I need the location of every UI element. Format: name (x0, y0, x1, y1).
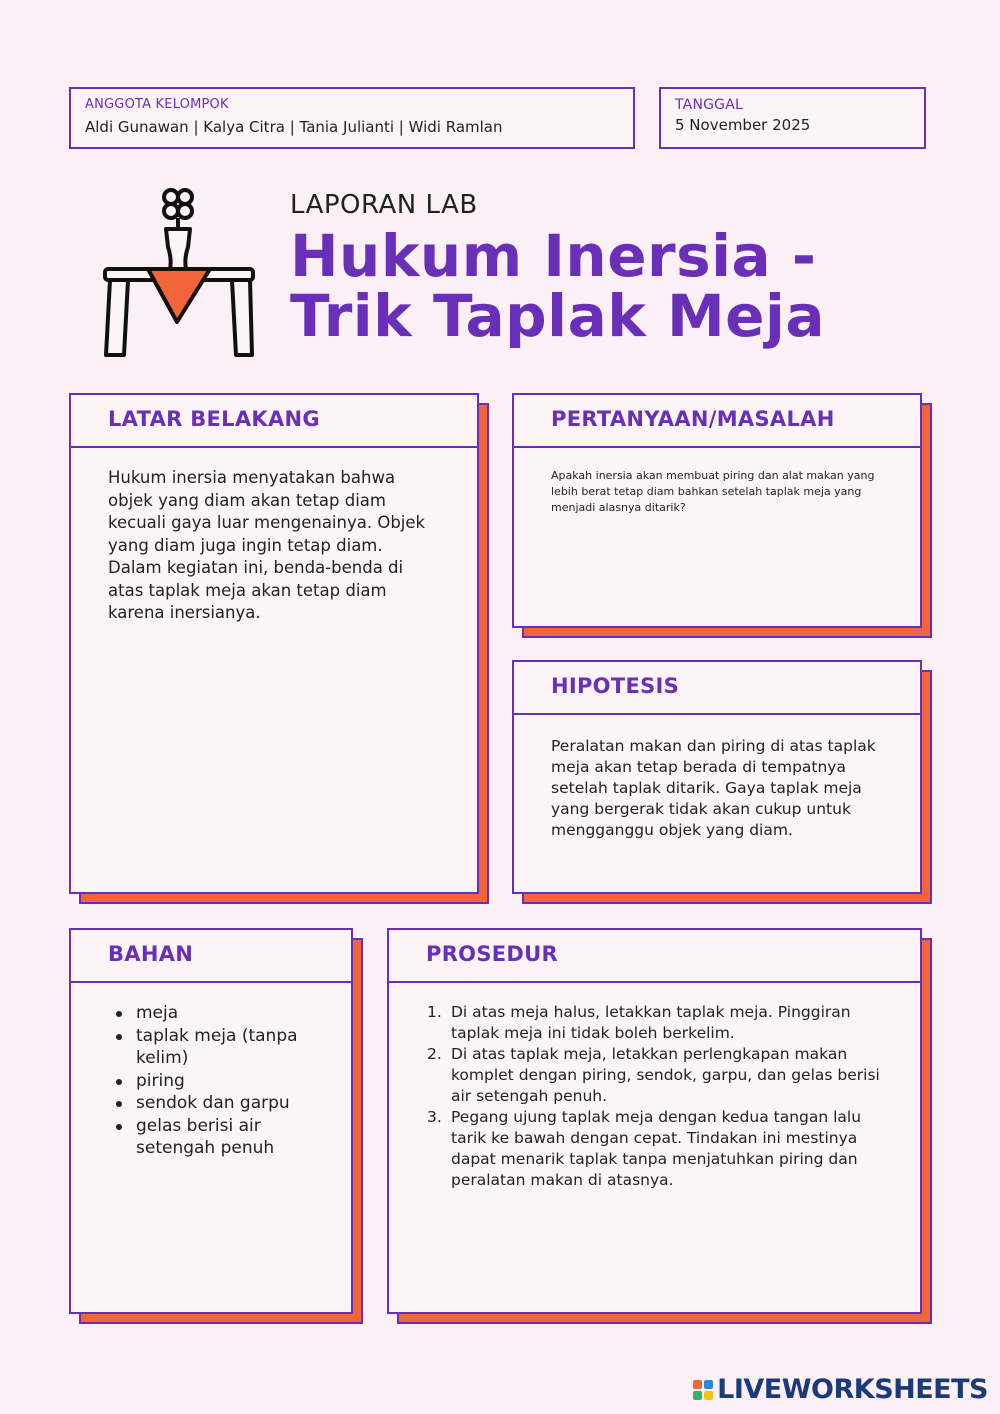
background-title: LATAR BELAKANG (108, 407, 320, 431)
background-text[interactable]: Hukum inersia menyatakan bahwa objek yang diam akan tetap diam kecuali gaya luar mengenainya. Objek yang diam juga ingin tetap diam. Dalam kegiatan ini, benda-benda di atas taplak meja akan tetap diam karena inersianya. (108, 468, 426, 622)
question-text[interactable]: Apakah inersia akan membuat piring dan alat makan yang lebih berat tetap diam bahkan setelah taplak meja yang menjadi alasnya ditarik? (551, 469, 875, 514)
materials-item[interactable]: sendok dan garpu (108, 1092, 323, 1115)
hypothesis-card-face (512, 660, 922, 894)
procedure-step-number: 2. (427, 1045, 442, 1063)
report-kicker: LAPORAN LAB (290, 190, 478, 220)
table-with-tablecloth-and-vase-icon (100, 185, 260, 360)
report-title (290, 222, 826, 350)
materials-item[interactable]: piring (108, 1070, 323, 1093)
materials-card (69, 928, 353, 1314)
liveworksheets-logo-icon (693, 1380, 713, 1400)
report-title-line-1: Hukum Inersia - (290, 222, 817, 290)
date-label: TANGGAL (675, 97, 743, 113)
materials-item[interactable]: meja (108, 1002, 323, 1025)
materials-item[interactable]: gelas berisi air setengah penuh (108, 1115, 323, 1160)
group-members-label: ANGGOTA KELOMPOK (85, 97, 229, 112)
hypothesis-title: HIPOTESIS (551, 674, 680, 698)
procedure-step-number: 3. (427, 1108, 442, 1126)
procedure-card (387, 928, 922, 1314)
hypothesis-card (512, 660, 922, 894)
materials-card-header (71, 930, 351, 983)
hypothesis-card-header (514, 662, 920, 715)
question-card (512, 393, 922, 628)
procedure-title: PROSEDUR (426, 942, 558, 966)
date-value[interactable]: 5 November 2025 (675, 116, 811, 134)
background-card-header (71, 395, 477, 448)
question-card-header (514, 395, 920, 448)
liveworksheets-logo[interactable] (693, 1374, 988, 1405)
procedure-card-header (389, 930, 920, 983)
hypothesis-text[interactable]: Peralatan makan dan piring di atas taplak meja akan tetap berada di tempatnya setelah taplak ditarik. Gaya taplak meja yang bergerak tidak akan cukup untuk mengganggu objek yang diam. (551, 737, 876, 839)
report-title-line-2: Trik Taplak Meja (290, 282, 826, 350)
procedure-card-face (387, 928, 922, 1314)
date-box (659, 87, 926, 149)
procedure-list (427, 1002, 882, 1191)
background-card-face (69, 393, 479, 894)
group-members-value[interactable]: Aldi Gunawan | Kalya Citra | Tania Julianti | Widi Ramlan (85, 118, 503, 136)
procedure-step-text: Di atas meja halus, letakkan taplak meja. Pinggiran taplak meja ini tidak boleh berkelim. (451, 1003, 851, 1042)
materials-list (108, 1002, 323, 1160)
procedure-step-text: Di atas taplak meja, letakkan perlengkapan makan komplet dengan piring, sendok, garpu, dan gelas berisi air setengah penuh. (451, 1045, 880, 1105)
procedure-step-text: Pegang ujung taplak meja dengan kedua tangan lalu tarik ke bawah dengan cepat. Tindakan ini mestinya dapat menarik taplak tanpa menjatuhkan piring dan peralatan makan di atasnya. (451, 1108, 862, 1189)
question-title: PERTANYAAN/MASALAH (551, 407, 835, 431)
materials-item[interactable]: taplak meja (tanpa kelim) (108, 1025, 323, 1070)
procedure-step[interactable] (427, 1107, 882, 1191)
liveworksheets-logo-text: LIVEWORKSHEETS (717, 1374, 988, 1405)
procedure-step[interactable] (427, 1044, 882, 1107)
materials-card-face (69, 928, 353, 1314)
procedure-step-number: 1. (427, 1003, 442, 1021)
table-illustration-svg (100, 185, 260, 360)
group-members-box (69, 87, 635, 149)
background-card (69, 393, 479, 894)
question-card-face (512, 393, 922, 628)
procedure-step[interactable] (427, 1002, 882, 1044)
materials-title: BAHAN (108, 942, 194, 966)
